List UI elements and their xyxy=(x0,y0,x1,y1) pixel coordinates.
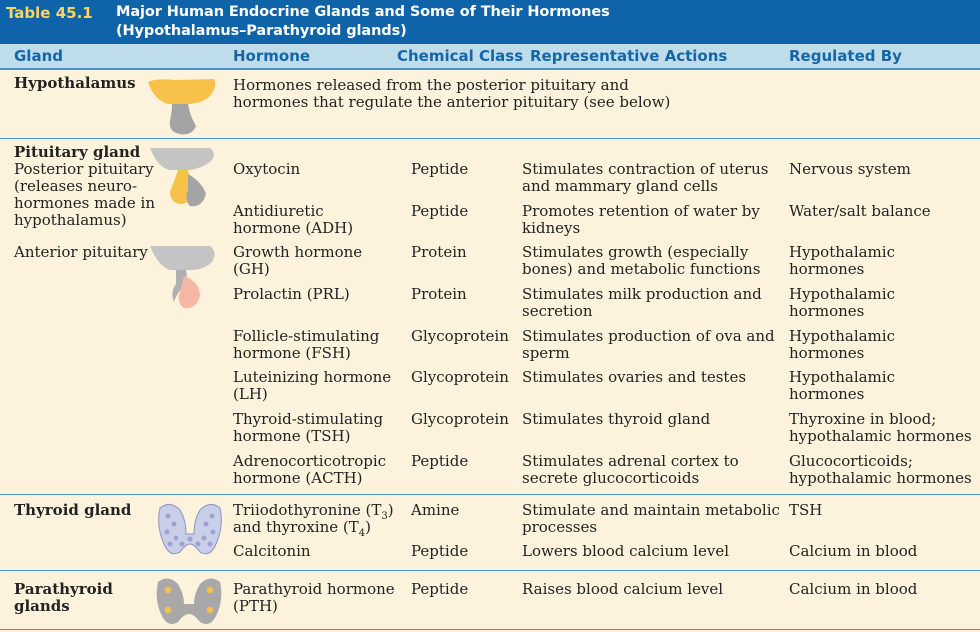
gland-posterior-pituitary: Posterior pituitary xyxy=(14,160,154,178)
regulated-by-line2: hormones xyxy=(789,260,865,278)
chemical-class: Peptide xyxy=(411,542,469,560)
anterior-pituitary-illustration xyxy=(150,244,220,312)
gland-parathyroid-line2: glands xyxy=(14,597,70,615)
posterior-pituitary-note-2: hormones made in xyxy=(14,194,155,212)
table-title: Major Human Endocrine Glands and Some of Their Hormones xyxy=(116,4,610,20)
action-line2: processes xyxy=(522,518,598,536)
table-title-bar xyxy=(0,0,980,44)
hormone-name-line2: and thyroxine $(T_4)$ xyxy=(233,518,371,539)
parathyroid-gland-illustration xyxy=(154,574,224,630)
hormone-name-line2: hormone (FSH) xyxy=(233,344,351,362)
action-line1: Lowers blood calcium level xyxy=(522,542,729,560)
chemical-class: Peptide xyxy=(411,580,469,598)
regulated-by: Hypothalamic xyxy=(789,368,895,386)
header-chemical-class: Chemical Class xyxy=(397,47,524,65)
gland-hypothalamus: Hypothalamus xyxy=(14,74,136,92)
table-number: Table 45.1 xyxy=(6,4,93,22)
regulated-by-line2: hormones xyxy=(789,385,865,403)
posterior-pituitary-illustration xyxy=(150,146,220,212)
header-regulated-by: Regulated By xyxy=(789,47,902,65)
hormone-name-line2: (GH) xyxy=(233,260,270,278)
header-hormone: Hormone xyxy=(233,47,311,65)
hypothalamus-desc-line2: hormones that regulate the anterior pituitary (see below) xyxy=(233,93,671,111)
chemical-class: Protein xyxy=(411,285,467,303)
hormone-name-line2: hormone (TSH) xyxy=(233,427,351,445)
regulated-by: TSH xyxy=(789,501,823,519)
regulated-by: Hypothalamic xyxy=(789,285,895,303)
hormone-name: Calcitonin xyxy=(233,542,311,560)
chemical-class: Peptide xyxy=(411,160,469,178)
action-line1: Stimulates contraction of uterus xyxy=(522,160,769,178)
chemical-class: Glycoprotein xyxy=(411,368,509,386)
hormone-name: Antidiuretic xyxy=(233,202,324,220)
header-representative-actions: Representative Actions xyxy=(530,47,728,65)
gland-pituitary: Pituitary gland xyxy=(14,143,141,161)
hormone-name: Luteinizing hormone xyxy=(233,368,392,386)
action-line2: bones) and metabolic functions xyxy=(522,260,761,278)
column-header-row xyxy=(0,44,980,70)
hypothalamus-illustration xyxy=(146,76,220,138)
header-gland: Gland xyxy=(14,47,63,65)
chemical-class: Peptide xyxy=(411,452,469,470)
action-line1: Stimulates adrenal cortex to xyxy=(522,452,739,470)
hormone-name: Thyroid-stimulating xyxy=(233,410,384,428)
chemical-class: Glycoprotein xyxy=(411,410,509,428)
regulated-by: Glucocorticoids; xyxy=(789,452,913,470)
hormone-name: Follicle-stimulating xyxy=(233,327,380,345)
action-line2: and mammary gland cells xyxy=(522,177,718,195)
action-line2: secretion xyxy=(522,302,593,320)
regulated-by: Calcium in blood xyxy=(789,542,918,560)
action-line1: Raises blood calcium level xyxy=(522,580,724,598)
posterior-pituitary-note-1: (releases neuro- xyxy=(14,177,138,195)
regulated-by-line2: hormones xyxy=(789,302,865,320)
section-divider xyxy=(0,138,980,139)
regulated-by: Water/salt balance xyxy=(789,202,931,220)
action-line1: Promotes retention of water by xyxy=(522,202,760,220)
regulated-by: Hypothalamic xyxy=(789,243,895,261)
regulated-by: Calcium in blood xyxy=(789,580,918,598)
action-line1: Stimulates growth (especially xyxy=(522,243,749,261)
hormone-name-line2: (PTH) xyxy=(233,597,278,615)
hormone-name: Triiodothyronine $(T_3)$ xyxy=(233,501,394,522)
hypothalamus-desc-line1: Hormones released from the posterior pituitary and xyxy=(233,76,629,94)
gland-anterior-pituitary: Anterior pituitary xyxy=(14,243,148,261)
chemical-class: Amine xyxy=(411,501,460,519)
hormone-name: Oxytocin xyxy=(233,160,301,178)
hormone-name-line2: hormone (ADH) xyxy=(233,219,354,237)
regulated-by-line2: hypothalamic hormones xyxy=(789,427,972,445)
action-line1: Stimulates thyroid gland xyxy=(522,410,711,428)
action-line1: Stimulates milk production and xyxy=(522,285,762,303)
regulated-by: Thyroxine in blood; xyxy=(789,410,937,428)
hormone-name: Growth hormone xyxy=(233,243,363,261)
action-line2: kidneys xyxy=(522,219,581,237)
action-line2: sperm xyxy=(522,344,570,362)
section-divider xyxy=(0,629,980,630)
chemical-class: Protein xyxy=(411,243,467,261)
action-line1: Stimulates ovaries and testes xyxy=(522,368,747,386)
chemical-class: Glycoprotein xyxy=(411,327,509,345)
action-line1: Stimulates production of ova and xyxy=(522,327,775,345)
table-subtitle: (Hypothalamus–Parathyroid glands) xyxy=(116,23,407,39)
gland-parathyroid: Parathyroid xyxy=(14,580,113,598)
hormone-name: Adrenocorticotropic xyxy=(233,452,387,470)
posterior-pituitary-note-3: hypothalamus) xyxy=(14,211,127,229)
chemical-class: Peptide xyxy=(411,202,469,220)
section-divider xyxy=(0,494,980,495)
hormone-name-line2: (LH) xyxy=(233,385,268,403)
section-divider xyxy=(0,570,980,571)
action-line2: secrete glucocorticoids xyxy=(522,469,700,487)
regulated-by-line2: hypothalamic hormones xyxy=(789,469,972,487)
hormone-name: Parathyroid hormone xyxy=(233,580,395,598)
regulated-by: Hypothalamic xyxy=(789,327,895,345)
regulated-by: Nervous system xyxy=(789,160,911,178)
hormone-name-line2: hormone (ACTH) xyxy=(233,469,363,487)
thyroid-gland-illustration xyxy=(156,500,224,560)
gland-thyroid: Thyroid gland xyxy=(14,501,132,519)
action-line1: Stimulate and maintain metabolic xyxy=(522,501,780,519)
hormone-name: Prolactin (PRL) xyxy=(233,285,350,303)
regulated-by-line2: hormones xyxy=(789,344,865,362)
